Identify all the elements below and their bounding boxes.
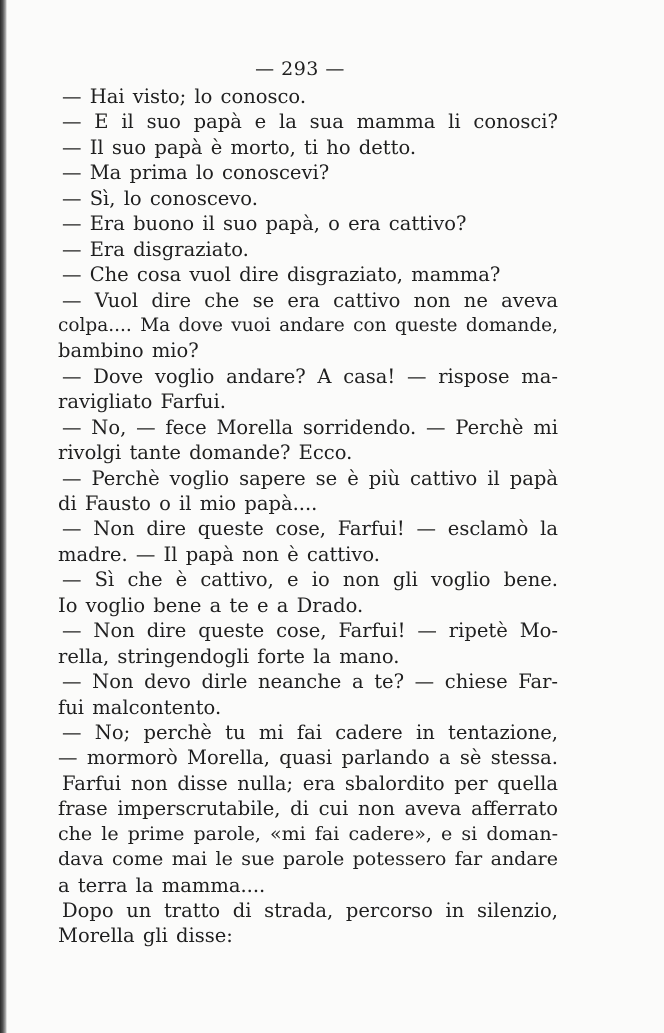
text-line: Dopo un tratto di strada, percorso in silenzio, — [62, 899, 558, 922]
book-spine-shadow — [0, 0, 7, 1033]
text-line: — No, — fece Morella sorridendo. — Perchè mi — [62, 415, 558, 439]
text-line: — Sì che è cattivo, e io non gli voglio bene. — [62, 568, 558, 592]
text-line: frase imperscrutabile, di cui non aveva afferrato — [58, 797, 558, 821]
text-line: bambino mio? — [58, 339, 199, 363]
text-line: ravigliato Farfui. — [58, 390, 226, 414]
text-line: Farfui non disse nulla; era sbalordito per quella — [62, 771, 558, 795]
text-line: — Era buono il suo papà, o era cattivo? — [62, 212, 467, 236]
text-line: a terra la mamma.... — [58, 873, 266, 897]
text-line: Io voglio bene a te e a Drado. — [58, 593, 364, 617]
text-line: — Il suo papà è morto, ti ho detto. — [62, 135, 417, 159]
text-line: — No; perchè tu mi fai cadere in tentazione, — [62, 720, 558, 744]
text-line: — Ma prima lo conoscevi? — [62, 161, 330, 185]
text-line: Morella gli disse: — [58, 924, 233, 948]
text-line: — Vuol dire che se era cattivo non ne aveva — [62, 288, 558, 312]
text-line: rella, stringendogli forte la mano. — [58, 644, 400, 668]
text-line: colpa.... Ma dove vuoi andare con queste domande, — [58, 314, 558, 336]
text-line: — Perchè voglio sapere se è più cattivo il papà — [62, 466, 558, 490]
body-text — [58, 84, 558, 949]
text-line: — Sì, lo conoscevo. — [62, 186, 258, 210]
text-line: — Non dire queste cose, Farfui! — ripetè Mo- — [62, 619, 558, 643]
text-line: — Che cosa vuol dire disgraziato, mamma? — [62, 263, 501, 287]
text-line: fui malcontento. — [58, 695, 222, 719]
text-line: — mormorò Morella, quasi parlando a sè stessa. — [58, 746, 558, 770]
text-line: — Hai visto; lo conosco. — [62, 85, 307, 108]
page-number: — 293 — — [255, 58, 345, 80]
text-line: di Fausto o il mio papà.... — [58, 492, 318, 515]
text-line: — Dove voglio andare? A casa! — rispose ma- — [62, 364, 558, 388]
text-line: — Non devo dirle neanche a te? — chiese Far- — [62, 670, 558, 694]
text-line: dava come mai le sue parole potessero far andare — [58, 848, 558, 871]
text-line: — Non dire queste cose, Farfui! — esclamò la — [62, 517, 558, 541]
text-line: — E il suo papà e la sua mamma li conosci? — [62, 110, 558, 134]
text-line: — Era disgraziato. — [62, 237, 249, 261]
text-line: rivolgi tante domande? Ecco. — [58, 441, 353, 465]
text-line: madre. — Il papà non è cattivo. — [58, 542, 380, 566]
text-line: che le prime parole, «mi fai cadere», e si doman- — [58, 822, 558, 845]
